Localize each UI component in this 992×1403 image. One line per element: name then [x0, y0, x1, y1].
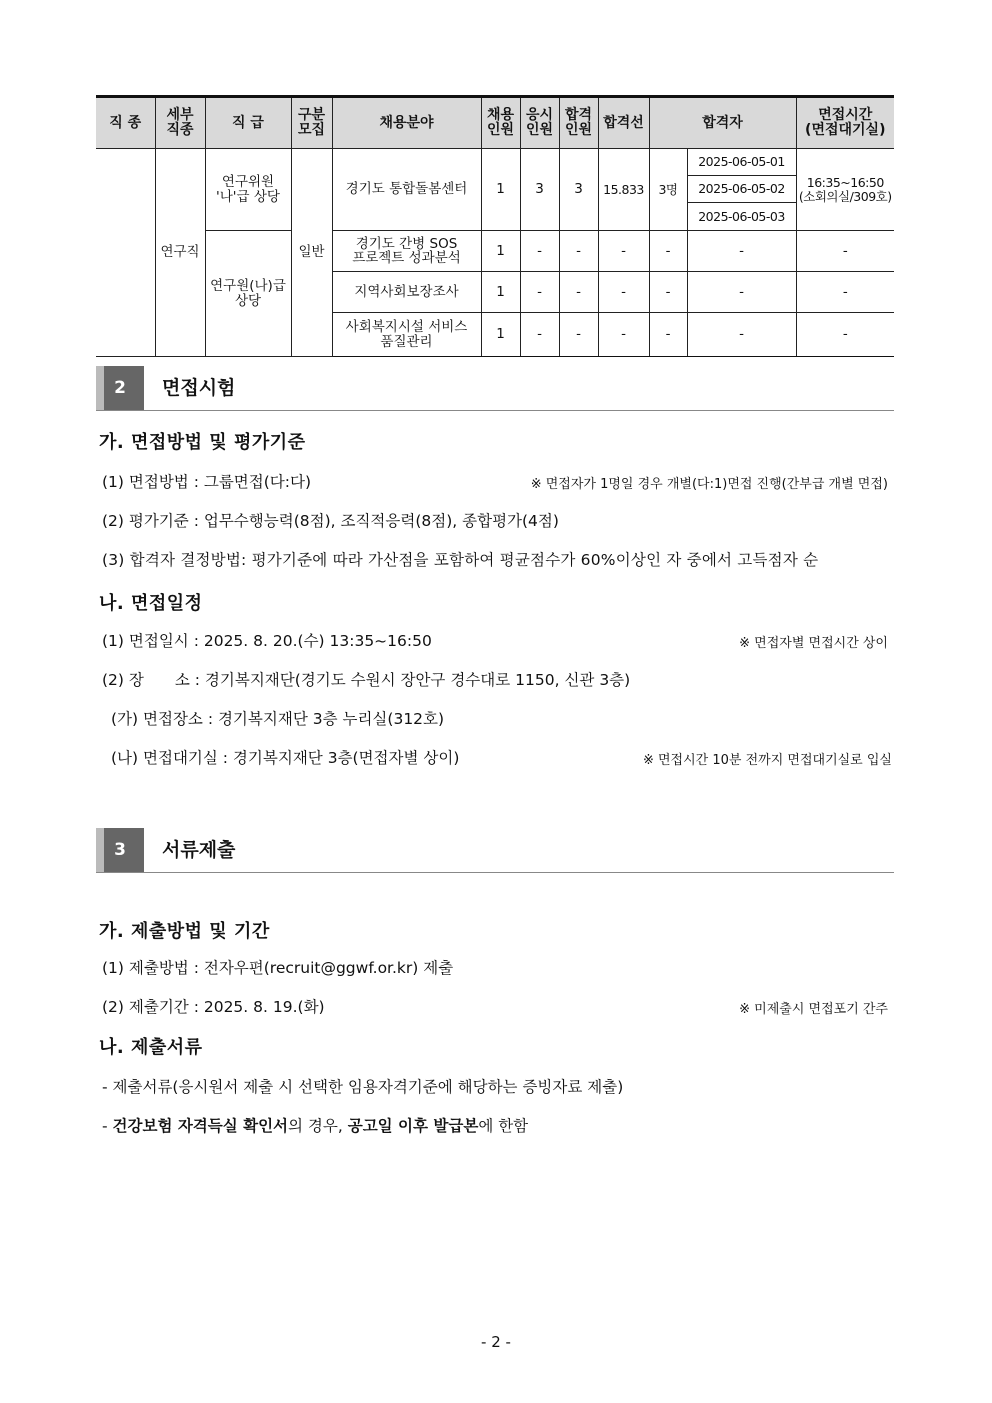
- cell-passer-id: 2025-06-05-02: [687, 176, 796, 203]
- section-title: 서류제출: [162, 839, 236, 861]
- cell-hire: 1: [481, 272, 520, 313]
- interview-datetime-note: ※ 면접자별 면접시간 상이: [739, 636, 888, 651]
- waiting-room-note: ※ 면접시간 10분 전까지 면접대기실로 입실: [642, 753, 892, 768]
- page-number: - 2 -: [481, 1333, 511, 1351]
- cell-grade-2: 연구원(나)급 상당: [205, 231, 291, 357]
- header-cutline: 합격선: [598, 97, 649, 149]
- documents-line-1: - 제출서류(응시원서 제출 시 선택한 임용자격기준에 해당하는 증빙자료 제출): [102, 1078, 624, 1096]
- cell-pass: -: [559, 272, 598, 313]
- cell-hire: 1: [481, 231, 520, 272]
- submission-method-line: (1) 제출방법 : 전자우편(recruit@ggwf.or.kr) 제출: [102, 959, 454, 977]
- documents-line-2: [102, 1114, 528, 1136]
- insurance-certificate-text: 건강보험 자격득실 확인서: [112, 1117, 289, 1135]
- interview-method-line: (1) 면접방법 : 그룹면접(다:다): [102, 473, 312, 491]
- cell-pass: -: [559, 313, 598, 357]
- header-jikjong: 직 종: [96, 97, 155, 149]
- cell-count: -: [649, 313, 687, 357]
- section-header-documents: [96, 828, 894, 873]
- cell-apply: -: [520, 231, 559, 272]
- subheading-method: 가. 면접방법 및 평가기준: [99, 432, 306, 453]
- cell-gubun: 일반: [291, 149, 332, 357]
- section-number: 3: [96, 828, 144, 872]
- section-header-interview: [96, 366, 894, 411]
- table-row: [96, 149, 894, 176]
- cell-passer-id: 2025-06-05-01: [687, 149, 796, 176]
- header-passers: 합격자: [649, 97, 796, 149]
- interview-method-note: ※ 면접자가 1명일 경우 개별(다:1)면접 진행(간부급 개별 면접): [530, 477, 888, 492]
- documents-line-2-mid: 의 경우,: [288, 1117, 348, 1135]
- cell-grade-1: 연구위원 '나'급 상당: [205, 149, 291, 231]
- header-sebu: 세부 직종: [155, 97, 205, 149]
- header-jikgeup: 직 급: [205, 97, 291, 149]
- documents-line-2-prefix: -: [102, 1117, 113, 1135]
- section-number: 2: [96, 366, 144, 410]
- cell-pass: -: [559, 231, 598, 272]
- submission-period-note: ※ 미제출시 면접포기 간주: [739, 1002, 888, 1017]
- cell-count: 3명: [649, 149, 687, 231]
- documents-line-2-suffix: 에 한함: [478, 1117, 529, 1135]
- cell-apply: 3: [520, 149, 559, 231]
- subheading-submission: 가. 제출방법 및 기간: [99, 921, 270, 942]
- interview-datetime-line: (1) 면접일시 : 2025. 8. 20.(수) 13:35~16:50: [102, 632, 432, 650]
- cell-hire: 1: [481, 313, 520, 357]
- cell-count: -: [649, 272, 687, 313]
- cell-field: 사회복지시설 서비스 품질관리: [332, 313, 481, 357]
- table-row: [96, 231, 894, 272]
- submission-period-line: (2) 제출기간 : 2025. 8. 19.(화): [102, 998, 325, 1016]
- cell-cutline: -: [598, 231, 649, 272]
- table-header-row: [96, 97, 894, 149]
- section-title: 면접시험: [162, 377, 236, 399]
- cell-passer-id: 2025-06-05-03: [687, 203, 796, 231]
- cell-cutline: -: [598, 313, 649, 357]
- cell-cutline: 15.833: [598, 149, 649, 231]
- cell-passer-id: -: [687, 313, 796, 357]
- header-hire: 채용 인원: [481, 97, 520, 149]
- issued-after-notice-text: 공고일 이후 발급본: [347, 1117, 479, 1135]
- cell-count: -: [649, 231, 687, 272]
- subheading-schedule: 나. 면접일정: [99, 593, 203, 614]
- cell-hire: 1: [481, 149, 520, 231]
- cell-apply: -: [520, 272, 559, 313]
- cell-pass: 3: [559, 149, 598, 231]
- subheading-documents: 나. 제출서류: [99, 1037, 203, 1058]
- interview-room-line: (가) 면접장소 : 경기복지재단 3층 누리실(312호): [111, 710, 445, 728]
- recruitment-results-table: [96, 95, 894, 357]
- cell-passer-id: -: [687, 272, 796, 313]
- header-apply: 응시 인원: [520, 97, 559, 149]
- waiting-room-line: (나) 면접대기실 : 경기복지재단 3층(면접자별 상이): [111, 749, 460, 767]
- cell-interview-time: -: [796, 272, 894, 313]
- cell-apply: -: [520, 313, 559, 357]
- header-field: 채용분야: [332, 97, 481, 149]
- cell-field: 경기도 간병 SOS 프로젝트 성과분석: [332, 231, 481, 272]
- cell-sebu: 연구직: [155, 149, 205, 357]
- cell-field: 지역사회보장조사: [332, 272, 481, 313]
- header-gubun: 구분 모집: [291, 97, 332, 149]
- header-interview-time: 면접시간 (면접대기실): [796, 97, 894, 149]
- decision-method-line: (3) 합격자 결정방법: 평가기준에 따라 가산점을 포함하여 평균점수가 60%이상인 자 중에서 고득점자 순: [102, 551, 819, 569]
- cell-interview-time: 16:35~16:50 (소회의실/309호): [796, 149, 894, 231]
- cell-jikjong: [96, 149, 155, 357]
- cell-field: 경기도 통합돌봄센터: [332, 149, 481, 231]
- cell-interview-time: -: [796, 231, 894, 272]
- cell-passer-id: -: [687, 231, 796, 272]
- cell-interview-time: -: [796, 313, 894, 357]
- header-pass: 합격 인원: [559, 97, 598, 149]
- cell-cutline: -: [598, 272, 649, 313]
- interview-place-line: (2) 장 소 : 경기복지재단(경기도 수원시 장안구 경수대로 1150, 신관 3층): [102, 671, 631, 689]
- evaluation-criteria-line: (2) 평가기준 : 업무수행능력(8점), 조직적응력(8점), 종합평가(4점): [102, 512, 559, 530]
